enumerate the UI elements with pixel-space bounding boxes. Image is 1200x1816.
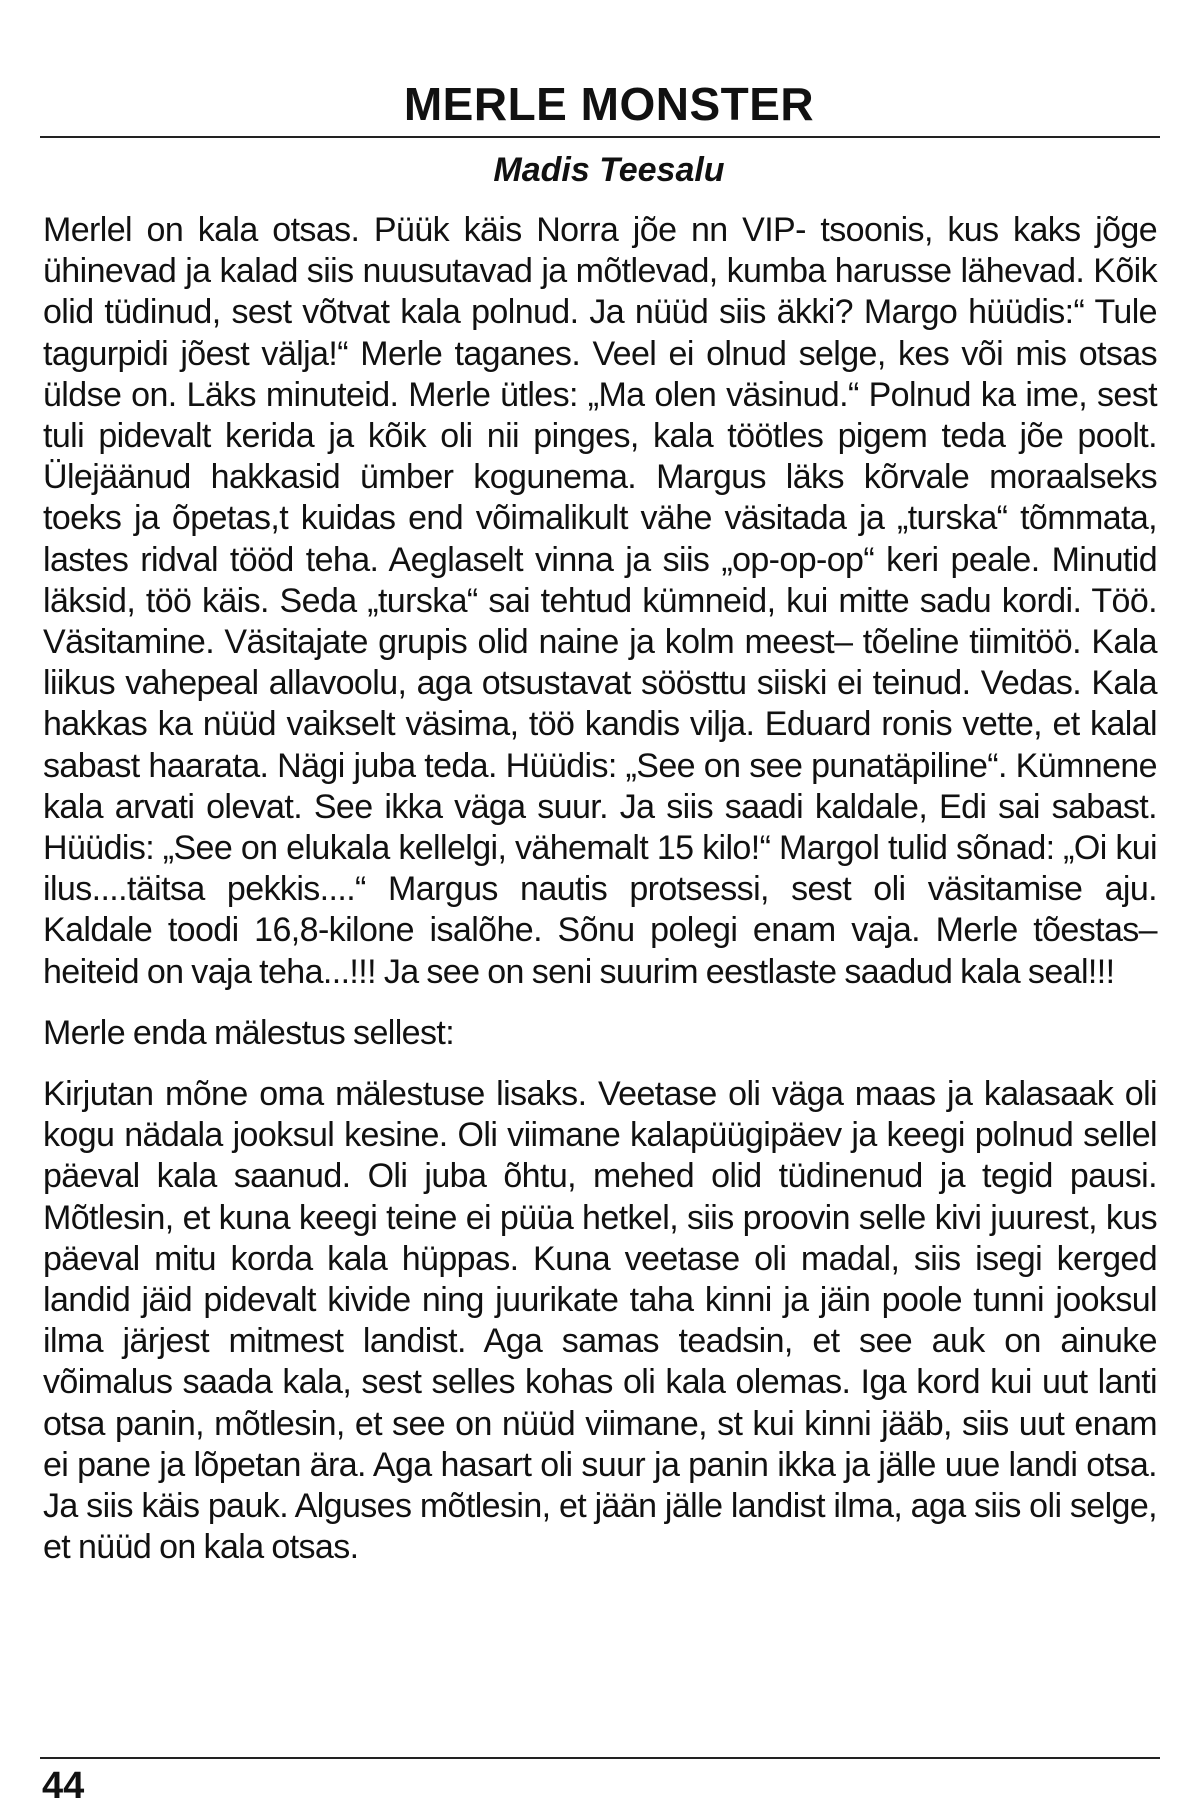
paragraph-subheading: Merle enda mälestus sellest: xyxy=(43,1013,455,1052)
article-title: MERLE MONSTER xyxy=(403,78,815,130)
article-author: Madis Teesalu xyxy=(493,151,725,189)
title-divider xyxy=(40,136,1160,138)
page-number: 44 xyxy=(42,1765,85,1807)
paragraph-story: Merlel on kala otsas. Püük käis Norra jõe nn VIP- tsoonis, kus kaks jõge ühinevad ja kalad siis nuusutavad ja mõtlevad, kumba harusse lähevad. Kõik olid tüdinud, sest võtvat kala polnud. Ja nüüd siis äkki? Margo hüüdis:“ Tule tagurpidi jõest välja!“ Merle taganes. Veel ei olnud selge, kes või mis otsas üldse on. Läks minuteid. Merle ütles: „Ma olen väsinud.“ Polnud ka ime, sest tuli pidevalt kerida ja kõik oli nii pinges, kala töötles pigem teda jõe poolt. Ülejäänud hakkasid ümber kogunema. Margus läks kõrvale moraalseks toeks ja õpetas,t kuidas end võimalikult vähe väsitada ja „turska“ tõmmata, lastes ridval tööd teha. Aeglaselt vinna ja siis „op-op-op“ keri peale. Minutid läksid, töö käis. Seda „turska“ sai tehtud kümneid, kui mitte sadu kordi. Töö. Väsitamine. Väsitajate grupis olid naine ja kolm meest– tõeline tiimitöö. Kala liikus vahepeal allavoolu, aga otsustavat söösttu siiski ei teinud. Vedas. Kala hakkas ka nüüd vaikselt väsima, töö kandis vilja. Eduard ronis vette, et kalal sabast haarata. Nägi juba teda. Hüüdis: „See on see punatäpiline“. Kümnene kala arvati olevat. See ikka väga suur. Ja siis saadi kaldale, Edi sai sabast. Hüüdis: „See on elukala kellelgi, vähemalt 15 kilo!“ Margol tulid sõnad: „Oi kui ilus....täitsa pekkis....“ Margus nautis protsessi, sest oli väsitamise aju. Kaldale toodi 16,8-kilone isalõhe. Sõnu polegi enam vaja. Merle tõestas–heiteid on vaja teha...!!! Ja see on seni suurim eestlaste saadud kala seal!!! xyxy=(43,211,1157,991)
paragraph-memory: Kirjutan mõne oma mälestuse lisaks. Veetase oli väga maas ja kalasaak oli kogu nädala jooksul kesine. Oli viimane kalapüügipäev ja keegi polnud sellel päeval kala saanud. Oli juba õhtu, mehed olid tüdinenud ja tegid pausi. Mõtlesin, et kuna keegi teine ei püüa hetkel, siis proovin selle kivi juurest, kus päeval mitu korda kala hüppas. Kuna veetase oli madal, siis isegi kerged landid jäid pidevalt kivide ning juurikate taha kinni ja jäin poole tunni jooksul ilma järjest mitmest landist. Aga samas teadsin, et see auk on ainuke võimalus saada kala, sest selles kohas oli kala olemas. Iga kord kui uut lanti otsa panin, mõtlesin, et see on nüüd viimane, st kui kinni jääb, siis uut enam ei pane ja lõpetan ära. Aga hasart oli suur ja panin ikka ja jälle uue landi otsa. Ja siis käis pauk. Alguses mõtlesin, et jään jälle landist ilma, aga siis oli selge, et nüüd on kala otsas. xyxy=(43,1075,1157,1567)
footer-divider xyxy=(40,1757,1160,1759)
article-body xyxy=(43,210,1157,1569)
